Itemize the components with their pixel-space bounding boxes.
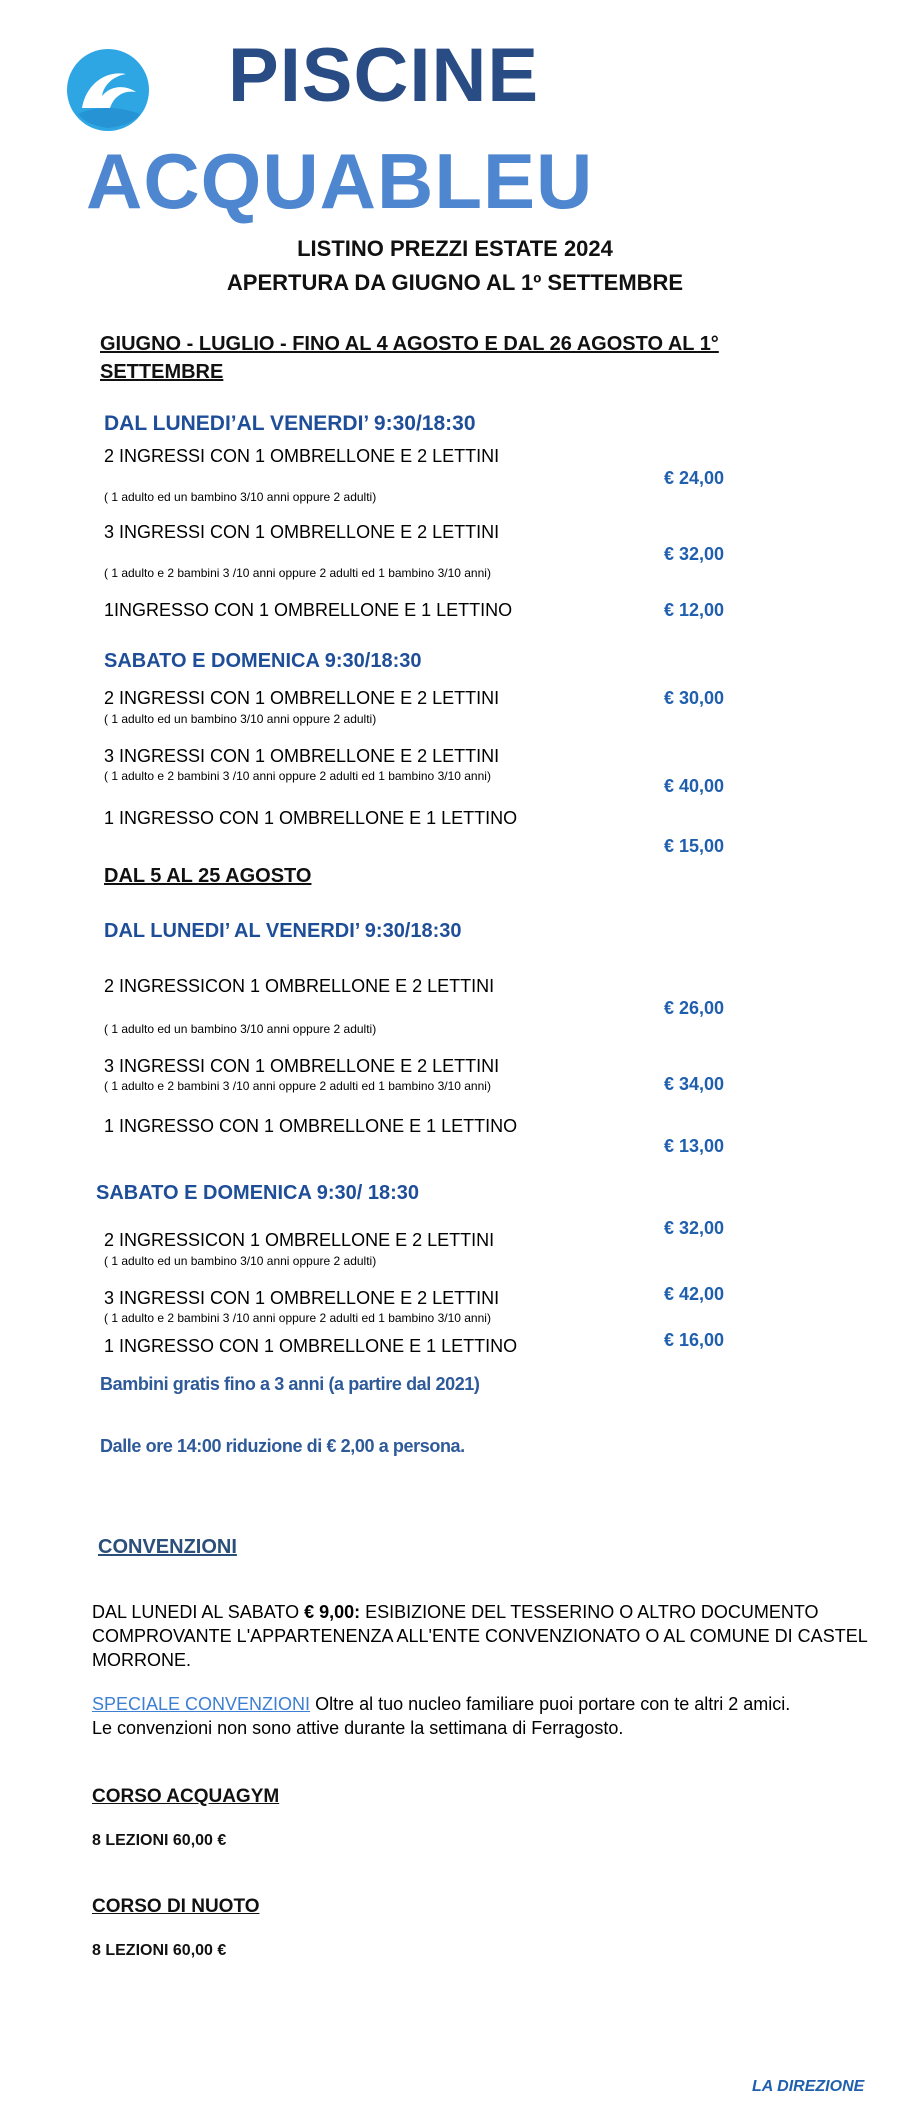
children-free-note: Bambini gratis fino a 3 anni (a partire dal 2021): [100, 1374, 480, 1394]
price-value: € 42,00: [664, 1284, 725, 1304]
nuoto-price: 8 LEZIONI 60,00 €: [92, 1942, 227, 1959]
price-item-label: 2 INGRESSI CON 1 OMBRELLONE E 2 LETTINI: [104, 446, 500, 466]
price-item-note: ( 1 adulto ed un bambino 3/10 anni oppure 2 adulti): [104, 1022, 377, 1036]
price-item-note: ( 1 adulto ed un bambino 3/10 anni oppure 2 adulti): [104, 1254, 377, 1268]
period2-weekend-title: SABATO E DOMENICA 9:30/ 18:30: [96, 1182, 420, 1204]
price-value: € 24,00: [664, 468, 725, 488]
price-item-note: ( 1 adulto e 2 bambini 3 /10 anni oppure 2 adulti ed 1 bambino 3/10 anni): [104, 1079, 491, 1093]
period1-heading-line2: SETTEMBRE: [100, 361, 224, 383]
speciale-convenzioni-paragraph: [92, 1692, 872, 1740]
speciale-convenzioni-link[interactable]: SPECIALE CONVENZIONI: [92, 1694, 311, 1714]
price-value: € 40,00: [664, 776, 725, 796]
period1-heading: [100, 330, 719, 386]
afternoon-discount-note: Dalle ore 14:00 riduzione di € 2,00 a persona.: [100, 1436, 465, 1456]
convenzioni-heading: CONVENZIONI: [98, 1536, 237, 1558]
price-item-label: 2 INGRESSI CON 1 OMBRELLONE E 2 LETTINI: [104, 688, 500, 708]
price-item-note: ( 1 adulto e 2 bambini 3 /10 anni oppure 2 adulti ed 1 bambino 3/10 anni): [104, 769, 491, 783]
ferragosto-note: Le convenzioni non sono attive durante la settimana di Ferragosto.: [92, 1718, 624, 1738]
price-value: € 16,00: [664, 1330, 725, 1350]
price-item-note: ( 1 adulto e 2 bambini 3 /10 anni oppure 2 adulti ed 1 bambino 3/10 anni): [104, 566, 491, 580]
wave-icon: [66, 48, 150, 132]
price-item-label: 3 INGRESSI CON 1 OMBRELLONE E 2 LETTINI: [104, 522, 500, 542]
brand-name-line1: PISCINE: [228, 33, 540, 118]
speciale-convenzioni-text: Oltre al tuo nucleo familiare puoi portare con te altri 2 amici.: [310, 1694, 791, 1714]
price-item-label: 1 INGRESSO CON 1 OMBRELLONE E 1 LETTINO: [104, 1336, 518, 1356]
price-item-note: ( 1 adulto ed un bambino 3/10 anni oppure 2 adulti): [104, 712, 377, 726]
price-value: € 26,00: [664, 998, 725, 1018]
price-item-label: 3 INGRESSI CON 1 OMBRELLONE E 2 LETTINI: [104, 1288, 500, 1308]
signature: LA DIREZIONE: [752, 2078, 865, 2095]
price-item-note: ( 1 adulto e 2 bambini 3 /10 anni oppure 2 adulti ed 1 bambino 3/10 anni): [104, 1311, 491, 1325]
price-value: € 12,00: [664, 600, 725, 620]
nuoto-heading: CORSO DI NUOTO: [92, 1896, 260, 1917]
convenzioni-price: € 9,00:: [304, 1602, 361, 1622]
price-value: € 13,00: [664, 1136, 725, 1156]
price-item-label: 2 INGRESSICON 1 OMBRELLONE E 2 LETTINI: [104, 976, 495, 996]
price-item-label: 1 INGRESSO CON 1 OMBRELLONE E 1 LETTINO: [104, 808, 518, 828]
price-value: € 15,00: [664, 836, 725, 856]
opening-period: APERTURA DA GIUGNO AL 1º SETTEMBRE: [226, 270, 684, 295]
price-value: € 32,00: [664, 1218, 725, 1238]
acquagym-heading: CORSO ACQUAGYM: [92, 1786, 280, 1807]
convenzioni-paragraph: [92, 1600, 872, 1672]
convenzioni-text-rest: ESIBIZIONE DEL TESSERINO O ALTRO DOCUMENTO COMPROVANTE L'APPARTENENZA ALL'ENTE CONVENZIONATO O AL COMUNE DI CASTEL MORRONE.: [92, 1602, 868, 1670]
period1-heading-line1: GIUGNO - LUGLIO - FINO AL 4 AGOSTO E DAL 26 AGOSTO AL 1°: [100, 333, 719, 355]
convenzioni-text-prefix: DAL LUNEDI AL SABATO: [92, 1602, 305, 1622]
period2-heading: DAL 5 AL 25 AGOSTO: [104, 865, 312, 887]
period1-weekend-title: SABATO E DOMENICA 9:30/18:30: [104, 650, 422, 672]
price-item-label: 1 INGRESSO CON 1 OMBRELLONE E 1 LETTINO: [104, 1116, 518, 1136]
price-item-label: 2 INGRESSICON 1 OMBRELLONE E 2 LETTINI: [104, 1230, 495, 1250]
price-item-label: 1INGRESSO CON 1 OMBRELLONE E 1 LETTINO: [104, 600, 513, 620]
period2-weekdays-title: DAL LUNEDI’ AL VENERDI’ 9:30/18:30: [104, 920, 462, 942]
price-item-label: 3 INGRESSI CON 1 OMBRELLONE E 2 LETTINI: [104, 746, 500, 766]
acquagym-price: 8 LEZIONI 60,00 €: [92, 1832, 227, 1849]
price-value: € 32,00: [664, 544, 725, 564]
price-value: € 34,00: [664, 1074, 725, 1094]
brand-name-line2: ACQUABLEU: [86, 137, 594, 225]
period1-weekdays-title: DAL LUNEDI’AL VENERDI’ 9:30/18:30: [104, 412, 476, 435]
price-item-label: 3 INGRESSI CON 1 OMBRELLONE E 2 LETTINI: [104, 1056, 500, 1076]
price-item-note: ( 1 adulto ed un bambino 3/10 anni oppure 2 adulti): [104, 490, 377, 504]
price-value: € 30,00: [664, 688, 725, 708]
price-list-title: LISTINO PREZZI ESTATE 2024: [297, 236, 613, 261]
